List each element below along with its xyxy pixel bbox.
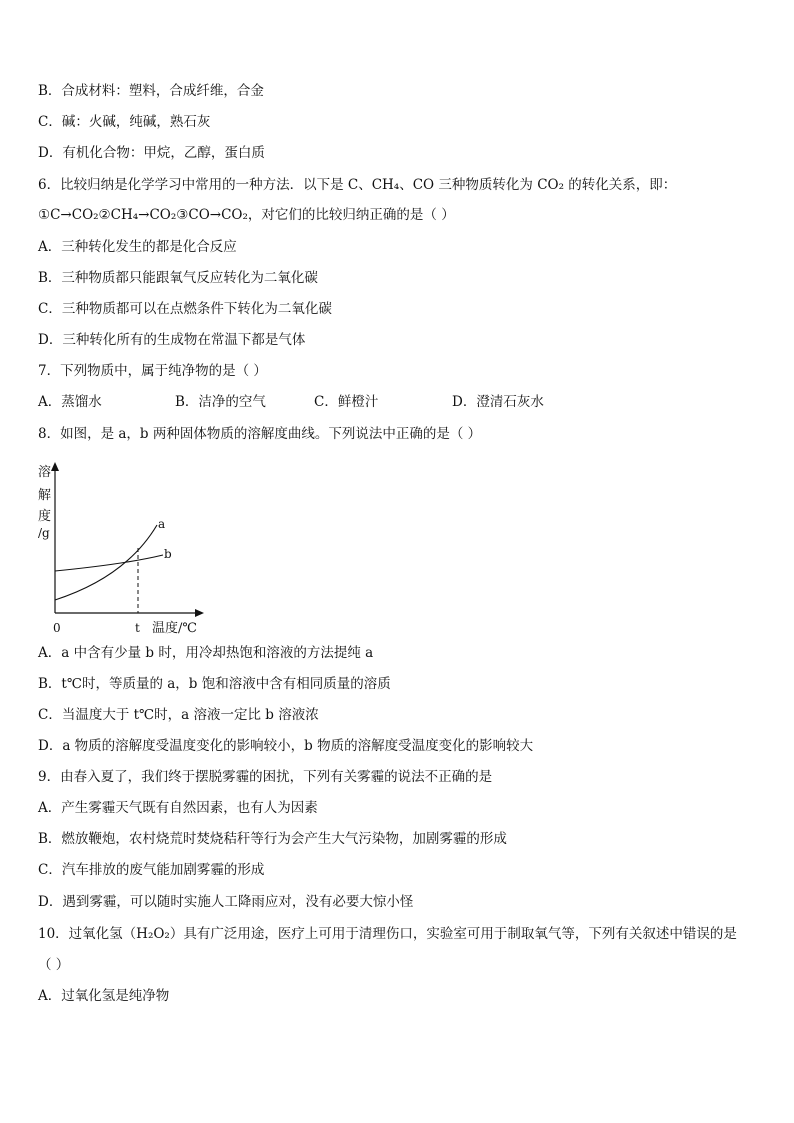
q6-option-d: D．三种转化所有的生成物在常温下都是气体 xyxy=(38,332,306,348)
q10-option-a: A．过氧化氢是纯净物 xyxy=(38,988,170,1004)
q8-option-b: B．t℃时，等质量的 a，b 饱和溶液中含有相同质量的溶质 xyxy=(38,676,391,692)
q7-option-b: B．洁净的空气 xyxy=(175,394,266,410)
q9-option-b: B．燃放鞭炮，农村烧荒时焚烧秸秆等行为会产生大气污染物，加剧雾霾的形成 xyxy=(38,831,507,847)
q5-option-c: C．碱：火碱，纯碱，熟石灰 xyxy=(38,114,211,130)
x-axis-label: 温度/℃ xyxy=(152,621,197,636)
y-axis-label-3: 度 xyxy=(38,509,52,524)
q9-option-d: D．遇到雾霾，可以随时实施人工降雨应对，没有必要大惊小怪 xyxy=(38,894,414,910)
q6-option-b: B．三种物质都只能跟氧气反应转化为二氧化碳 xyxy=(38,270,318,286)
q9-option-c: C．汽车排放的废气能加剧雾霾的形成 xyxy=(38,862,265,878)
origin-label: 0 xyxy=(53,621,61,635)
curve-b xyxy=(55,555,163,571)
q8-option-c: C．当温度大于 t℃时，a 溶液一定比 b 溶液浓 xyxy=(38,707,319,723)
curve-b-label: b xyxy=(164,547,172,561)
y-axis-label-4: /g xyxy=(38,526,50,540)
t-label: t xyxy=(135,621,140,635)
q8-stem: 8．如图，是 a，b 两种固体物质的溶解度曲线。下列说法中正确的是（ ） xyxy=(38,426,482,442)
q7-option-c: C．鲜橙汁 xyxy=(314,394,379,410)
q9-option-a: A．产生雾霾天气既有自然因素，也有人为因素 xyxy=(38,800,318,816)
y-axis-label-2: 解 xyxy=(38,488,52,503)
q7-options xyxy=(38,393,758,411)
y-axis-label-1: 溶 xyxy=(38,465,52,480)
q7-option-d: D．澄清石灰水 xyxy=(452,394,544,410)
q8-option-a: A．a 中含有少量 b 时，用冷却热饱和溶液的方法提纯 a xyxy=(38,645,374,661)
y-axis-arrow xyxy=(51,462,59,471)
curve-a xyxy=(55,525,157,600)
x-axis-arrow xyxy=(195,609,204,617)
q10-stem-line1: 10．过氧化氢（H₂O₂）具有广泛用途，医疗上可用于清理伤口，实验室可用于制取氧气等，下列有关叙述中错误的是 xyxy=(38,926,737,942)
q10-stem-line2: （ ） xyxy=(38,957,70,973)
q7-option-a: A．蒸馏水 xyxy=(38,394,102,410)
q5-option-b: B．合成材料：塑料，合成纤维，合金 xyxy=(38,83,264,99)
q5-option-d: D．有机化合物：甲烷，乙醇，蛋白质 xyxy=(38,145,265,161)
q6-option-c: C．三种物质都可以在点燃条件下转化为二氧化碳 xyxy=(38,301,332,317)
curve-a-label: a xyxy=(158,517,166,531)
solubility-graph xyxy=(36,462,216,642)
q8-option-d: D．a 物质的溶解度受温度变化的影响较小，b 物质的溶解度受温度变化的影响较大 xyxy=(38,738,534,754)
q6-stem-line1: 6．比较归纳是化学学习中常用的一种方法．以下是 C、CH₄、CO 三种物质转化为 CO₂ 的转化关系，即： xyxy=(38,177,677,193)
q6-stem-line2: ①C→CO₂②CH₄→CO₂③CO→CO₂，对它们的比较归纳正确的是（ ） xyxy=(38,207,455,223)
q6-option-a: A．三种转化发生的都是化合反应 xyxy=(38,239,237,255)
q9-stem: 9．由春入夏了，我们终于摆脱雾霾的困扰，下列有关雾霾的说法不正确的是 xyxy=(38,769,493,785)
q7-stem: 7．下列物质中，属于纯净物的是（ ） xyxy=(38,363,267,379)
